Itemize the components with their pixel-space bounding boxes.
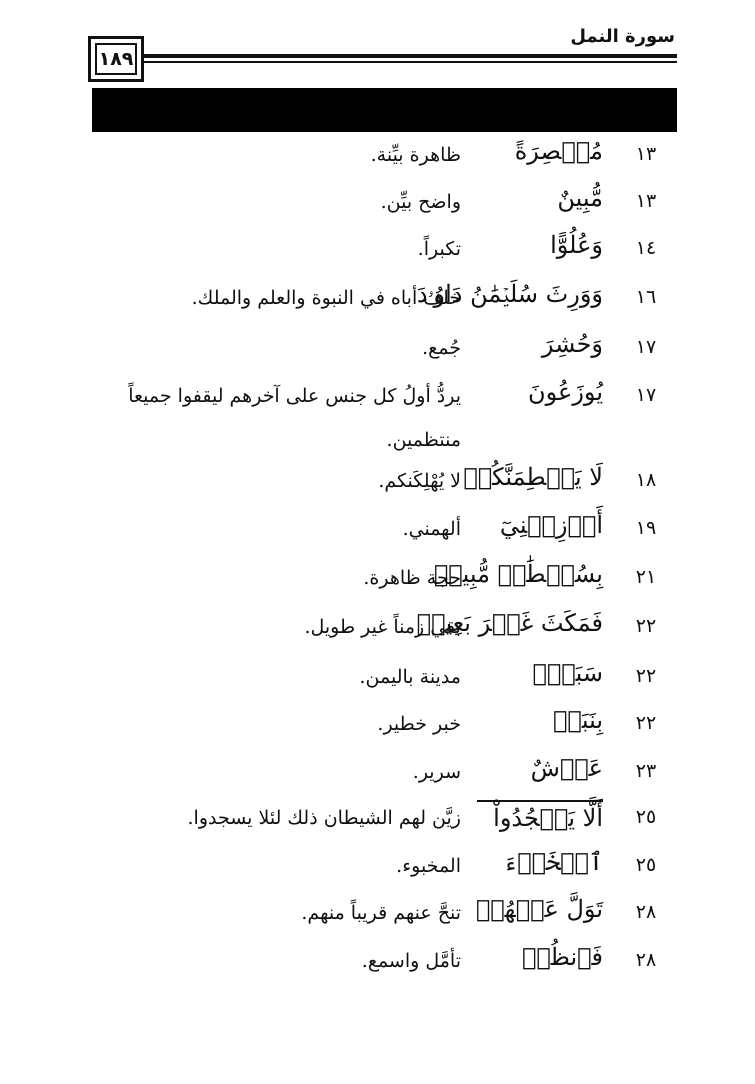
verse-number: ٢٢ [635, 615, 657, 637]
quran-word: فَٱنظُرۡ [521, 943, 603, 971]
verse-number: ٢١ [635, 566, 657, 588]
verse-number: ١٩ [635, 517, 657, 539]
verse-number: ٢٢ [635, 712, 657, 734]
word-meaning: خبر خطير. [377, 713, 461, 735]
page-number: ١٨٩ [95, 43, 137, 75]
quran-word: لَا يَحۡطِمَنَّكُمۡ [463, 463, 603, 491]
word-meaning: ظاهرة بيِّنة. [370, 144, 461, 166]
word-meaning: زيَّن لهم الشيطان ذلك لئلا يسجدوا. [187, 807, 461, 829]
quran-word: وَوَرِثَ سُلَيۡمَٰنُ دَاوُۥدَ [416, 280, 603, 308]
quran-word: مُبۡصِرَةً [514, 137, 603, 165]
word-meaning: تأمَّل واسمع. [361, 950, 461, 972]
quran-word: سَبَإِۭ [532, 659, 603, 687]
word-meaning: ألهمني. [402, 518, 461, 540]
header-rule-thick [144, 54, 677, 58]
quran-word: مُّبِينٌ [557, 184, 603, 212]
quran-word: ٱلۡخَبۡءَ [503, 848, 603, 876]
verse-number: ٢٣ [635, 760, 657, 782]
quran-word: أَوۡزِعۡنِيٓ [499, 511, 603, 539]
quran-word: تَوَلَّ عَنۡهُمۡ [475, 895, 603, 923]
verse-number: ١٨ [635, 469, 657, 491]
quran-word: وَعُلُوًّا [550, 231, 603, 259]
word-meaning: جُمع. [422, 337, 461, 359]
word-meaning: يردُّ أولُ كل جنس على آخرهم ليقفوا جميعاً منتظمين. [128, 385, 461, 451]
word-meaning: تنحَّ عنهم قريباً منهم. [301, 902, 461, 924]
word-meaning: المخبوء. [396, 855, 461, 877]
verse-number: ١٣ [635, 143, 657, 165]
verse-number: ٢٥ [635, 854, 657, 876]
verse-number: ١٧ [635, 384, 657, 406]
word-meaning: مدينة باليمن. [359, 666, 461, 688]
verse-number: ١٣ [635, 190, 657, 212]
verse-number: ١٦ [635, 286, 657, 308]
verse-number: ١٤ [635, 237, 657, 259]
word-meaning: بقي زمناً غير طويل. [304, 616, 461, 638]
quran-word: يُوزَعُونَ [527, 378, 603, 406]
section-banner [92, 88, 677, 132]
quran-word: وَحُشِرَ [541, 330, 603, 358]
quran-word: أَلَّا يَسۡجُدُواْ [477, 800, 603, 832]
header-rule-thin [144, 61, 677, 63]
verse-number: ١٧ [635, 336, 657, 358]
verse-number: ٢٨ [635, 949, 657, 971]
word-meaning: سرير. [412, 761, 461, 783]
page-number-box [88, 36, 144, 82]
word-meaning: واضح بيِّن. [380, 191, 461, 213]
verse-number: ٢٨ [635, 901, 657, 923]
quran-word: عَرۡشٌ [530, 754, 603, 782]
surah-title: سورة النمل [570, 26, 675, 47]
verse-number: ٢٢ [635, 665, 657, 687]
word-meaning: حجة ظاهرة. [363, 567, 461, 589]
quran-word: بِنَبَإٖ [553, 706, 603, 734]
quran-word: فَمَكَثَ غَيۡرَ بَعِيدٖ [416, 609, 603, 637]
word-meaning: خلف أباه في النبوة والعلم والملك. [191, 287, 461, 309]
quran-word: بِسُلۡطَٰنٖ مُّبِينٖ [433, 560, 603, 588]
verse-number: ٢٥ [635, 806, 657, 828]
word-meaning: تكبراً. [417, 238, 461, 260]
word-meaning: لا يُهْلِكَنكم. [378, 470, 461, 492]
